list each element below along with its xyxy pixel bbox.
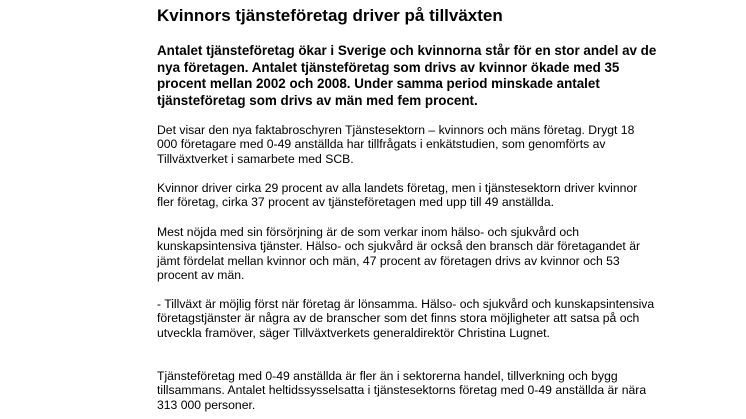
body-paragraph-2: Kvinnor driver cirka 29 procent av alla landets företag, men i tjänstesektorn driver kvinnor fler företag, cirka 37 procent av tjänsteföretagen med upp till 49 anställda.	[157, 181, 638, 210]
body-paragraph-5: Tjänsteföretag med 0-49 anställda är fler än i sektorerna handel, tillverkning och bygg tillsammans. Antalet heltidssysselsatta i tjänstesektorns företag med 0-49 anställda är nära 313 000 personer.	[157, 369, 647, 412]
quote-paragraph: - Tillväxt är möjlig först när företag är lönsamma. Hälso- och sjukvård och kunskapsintensiva företagstjänster är några av de branscher som det finns stora möjligheter att satsa på och utveckla framöver, säger Tillväxtverkets generaldirektör Christina Lugnet.	[157, 297, 655, 340]
body-paragraph-3: Mest nöjda med sin försörjning är de som verkar inom hälso- och sjukvård och kunskapsintensiva tjänster. Hälso- och sjukvård är också den bransch där företagandet är jämt fördelat mellan kvinnor och män, 47 procent av företagen drivs av kvinnor och 53 procent av män.	[157, 225, 641, 283]
body-paragraph-1: Det visar den nya faktabroschyren Tjänstesektorn – kvinnors och mäns företag. Drygt 18 000 företagare med 0-49 anställda har tillfrågats i enkätstudien, som genomförts av Tillväxtverket i samarbete med SCB.	[157, 123, 635, 166]
lead-paragraph: Antalet tjänsteföretag ökar i Sverige och kvinnorna står för en stor andel av de nya företagen. Antalet tjänsteföretag som drivs av kvinnor ökade med 35 procent mellan 2002 och 2008. Under samma period minskade antalet tjänsteföretag som drivs av män med fem procent.	[157, 43, 657, 108]
document-title: Kvinnors tjänsteföretag driver på tillväxten	[157, 6, 503, 25]
